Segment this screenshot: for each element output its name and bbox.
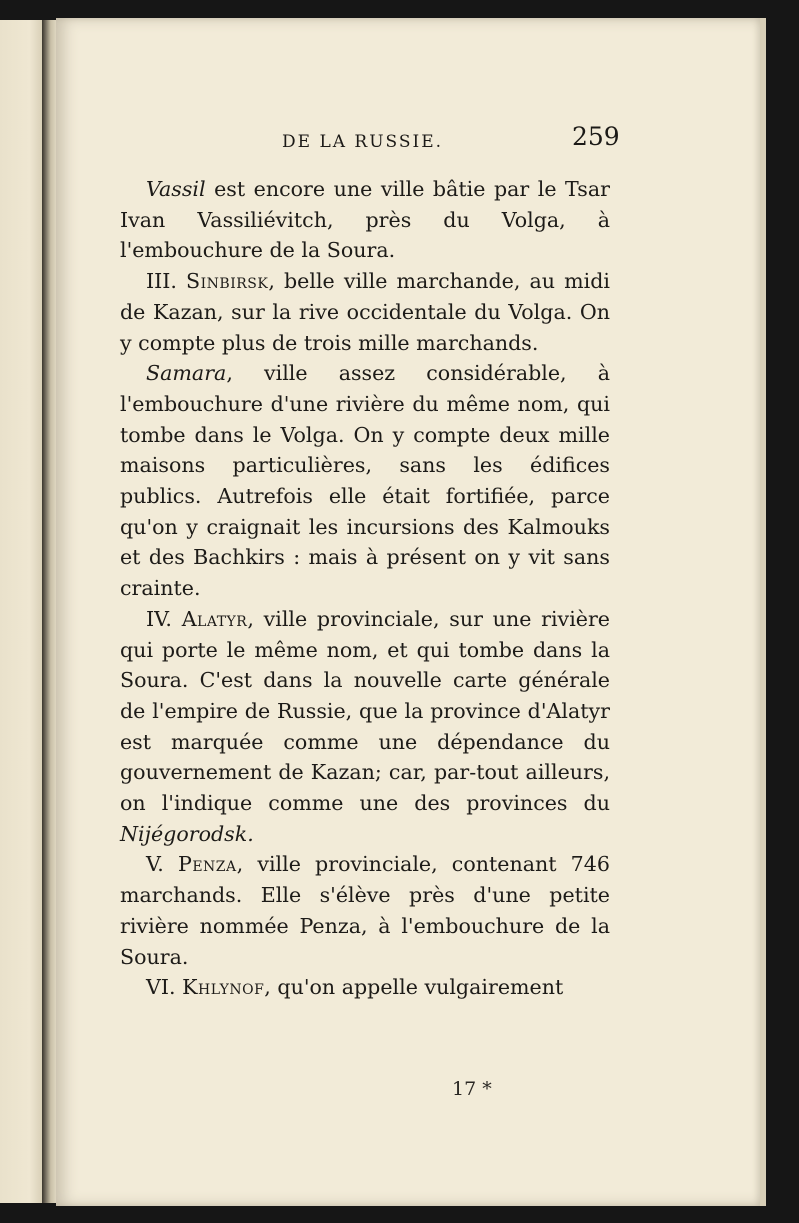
paragraph <box>120 266 610 358</box>
place-name: Nijégorodsk. <box>120 821 254 846</box>
paragraph-text: , qu'on appelle vulgairement <box>264 975 564 1000</box>
paragraph-text: , belle ville marchande, au midi de Kazan, sur la rive occidentale du Volga. On y compte plus de trois mille marchands. <box>120 269 610 355</box>
place-name: Sinbirsk <box>186 269 269 294</box>
running-head: DE LA RUSSIE. <box>282 132 444 152</box>
paragraph-text: est encore une ville bâtie par le Tsar Ivan Vassiliévitch, près du Volga, à l'embouchure de la Soura. <box>120 177 610 263</box>
body-text <box>120 174 610 1003</box>
section-numeral: V. <box>146 852 178 877</box>
signature-mark: 17 * <box>452 1078 492 1100</box>
paragraph <box>120 174 610 266</box>
paragraph <box>120 849 610 972</box>
page-header <box>56 122 760 162</box>
paragraph-text: , ville assez considérable, à l'embouchure d'une rivière du même nom, qui tombe dans le Volga. On y compte deux mille maisons particulières, sans les édifices publics. Autrefois elle était fortifiée, parce qu'on y craignait les incursions des Kalmouks et des Bachkirs : mais à présent on y vit sans crainte. <box>120 361 610 601</box>
page-number: 259 <box>572 122 620 151</box>
section-numeral: III. <box>146 269 187 294</box>
paragraph-text: , ville provinciale, contenant 746 marchands. Elle s'élève près d'une petite rivière nommée Penza, à l'embouchure de la Soura. <box>120 852 610 969</box>
paragraph <box>120 604 610 850</box>
right-page-edge <box>760 18 766 1206</box>
place-name: Samara <box>146 361 227 386</box>
place-name: Khlynof <box>182 975 265 1000</box>
paragraph <box>120 358 610 604</box>
section-numeral: VI. <box>146 975 183 1000</box>
paragraph <box>120 972 610 1003</box>
place-name: Alatyr <box>181 606 248 631</box>
left-page-edge <box>0 20 44 1203</box>
place-name: Vassil <box>146 177 206 201</box>
place-name: Penza <box>177 852 237 877</box>
book-page <box>56 18 760 1206</box>
paragraph-text: , ville provinciale, sur une rivière qui porte le même nom, et qui tombe dans la Soura. C'est dans la nouvelle carte générale de l'empire de Russie, que la province d'Alatyr est marquée comme une dépendance du gouvernement de Kazan; car, par-tout ailleurs, on l'indique comme une des provinces du <box>120 606 610 816</box>
section-numeral: IV. <box>146 606 182 631</box>
